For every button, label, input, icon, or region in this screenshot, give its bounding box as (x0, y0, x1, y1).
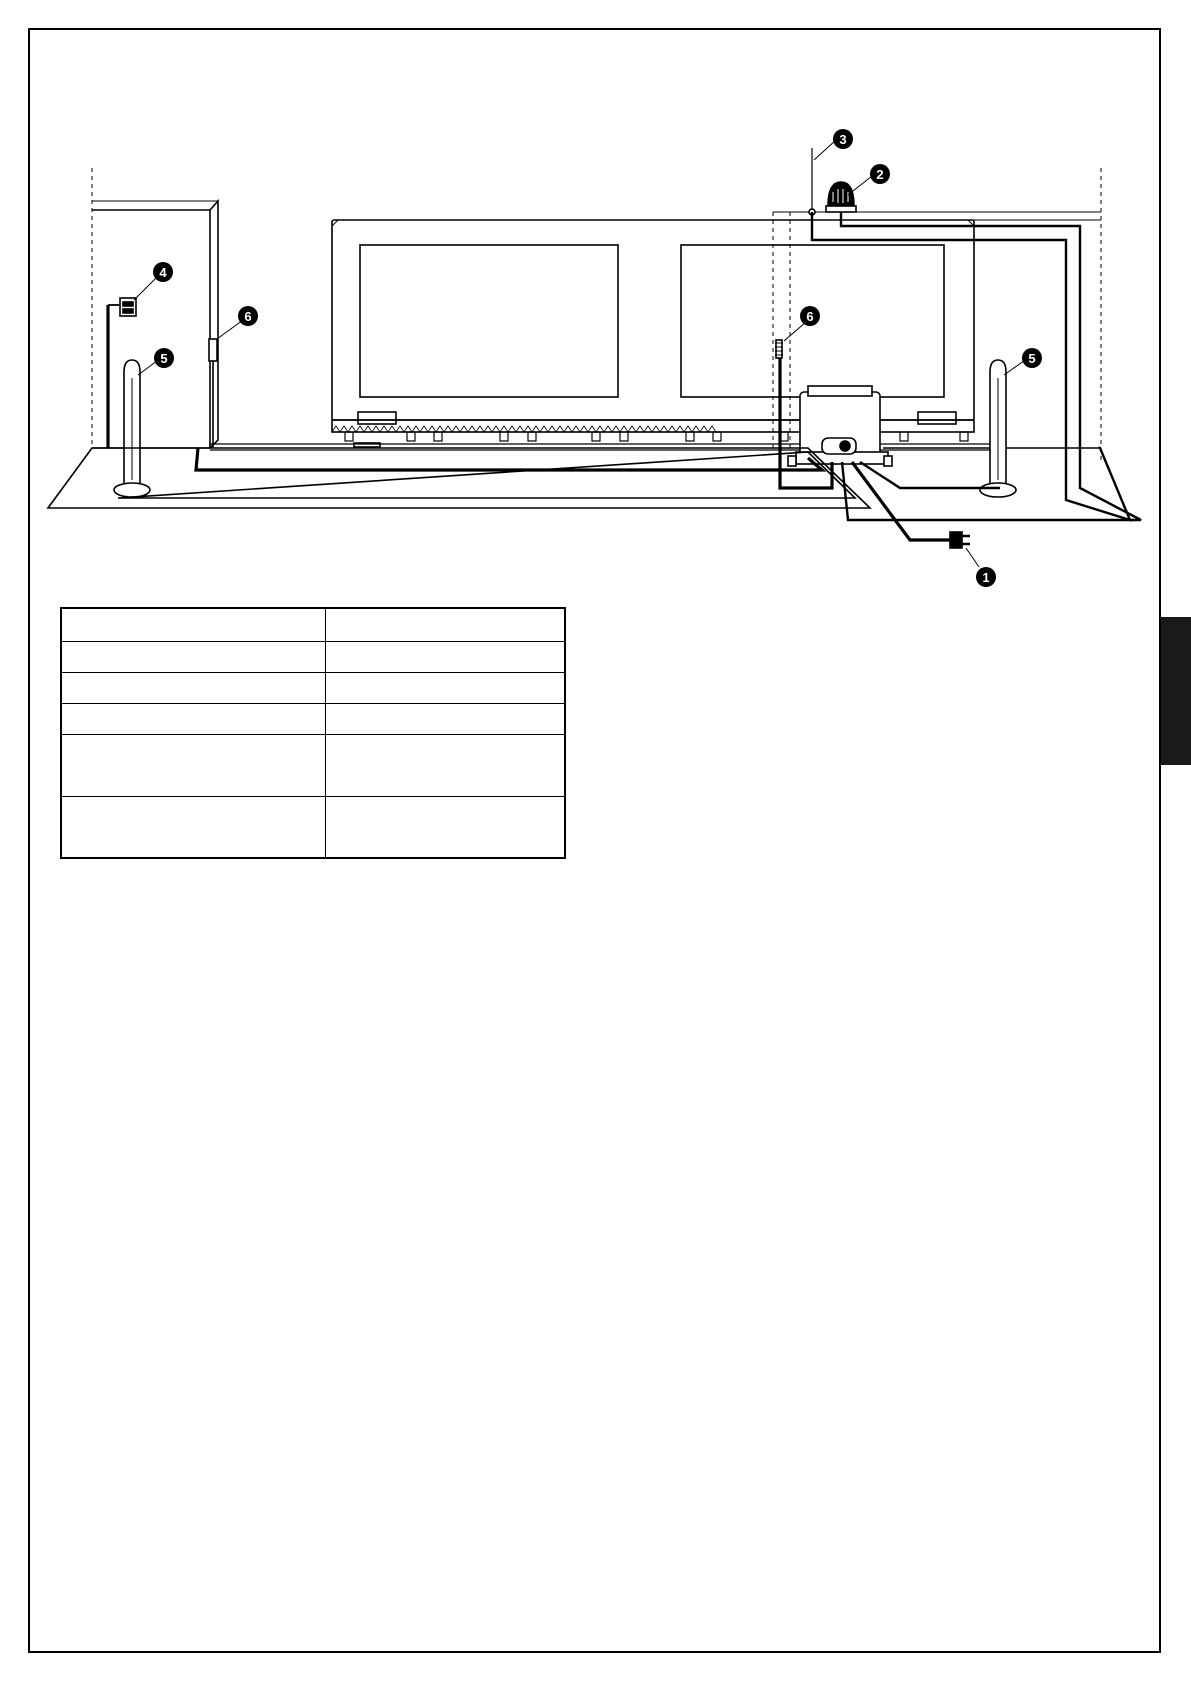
callout-2 (870, 164, 890, 184)
table-row (61, 796, 565, 858)
leader-lines (134, 140, 1028, 567)
gearmotor (788, 386, 892, 466)
callout-4 (153, 262, 173, 282)
cable-table (60, 607, 566, 859)
key-selector (120, 298, 136, 316)
cables (48, 212, 1141, 540)
left-pillar (92, 201, 218, 448)
table-cell (61, 608, 325, 641)
table-cell (325, 796, 565, 858)
table-cell (325, 734, 565, 796)
table-row (61, 734, 565, 796)
limit-plate-right (918, 412, 956, 424)
table-row (61, 608, 565, 641)
table-row (61, 641, 565, 672)
callout-3 (833, 129, 853, 149)
table-cell (61, 734, 325, 796)
callout-6-left (238, 306, 258, 326)
callout-6-left-label: 6 (244, 309, 252, 324)
callout-2-label: 2 (876, 167, 884, 182)
table-cell (61, 672, 325, 703)
callout-3-label: 3 (839, 132, 847, 147)
gate-panel-left (360, 245, 618, 397)
callout-5-right (1022, 348, 1042, 368)
ground-rail (210, 444, 1000, 450)
callout-5-left-label: 5 (160, 351, 168, 366)
installation-diagram (0, 0, 1191, 640)
callout-5-right-label: 5 (1028, 351, 1036, 366)
power-plug (950, 532, 970, 548)
table-cell (61, 641, 325, 672)
callout-markers (153, 129, 1042, 587)
callout-4-label: 4 (159, 265, 167, 280)
callout-1 (976, 567, 996, 587)
table-cell (325, 641, 565, 672)
photocell-post-left (114, 360, 150, 497)
antenna (809, 148, 815, 215)
callout-1-label: 1 (982, 570, 990, 585)
photocell-post-right (980, 360, 1016, 497)
table-cell (61, 796, 325, 858)
table-cell (325, 703, 565, 734)
flashing-light (826, 182, 856, 212)
gate-stop (354, 443, 380, 447)
table-row (61, 703, 565, 734)
table-cell (61, 703, 325, 734)
callout-5-left (154, 348, 174, 368)
callout-6-right-label: 6 (806, 309, 814, 324)
limit-plate-left (358, 412, 396, 424)
photocell-right (775, 340, 783, 358)
table-cell (325, 672, 565, 703)
table-row (61, 672, 565, 703)
callout-6-right (800, 306, 820, 326)
table-cell (325, 608, 565, 641)
